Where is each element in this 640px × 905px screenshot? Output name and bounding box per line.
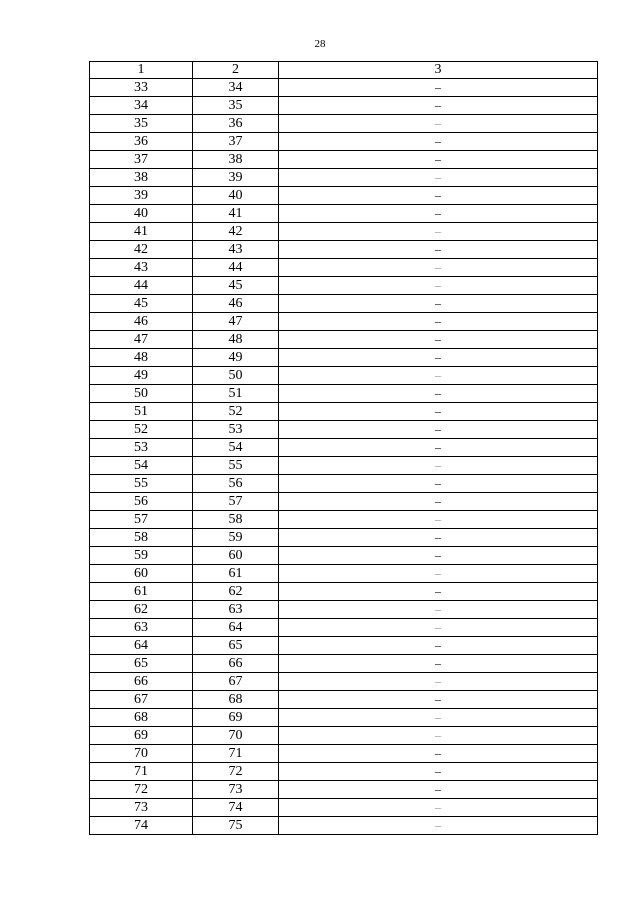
dash-value: – — [435, 548, 441, 562]
dash-value: – — [435, 368, 441, 382]
cell-col1: 42 — [90, 241, 193, 259]
table-row — [90, 241, 598, 259]
cell-col2: 47 — [193, 313, 279, 331]
table-row — [90, 421, 598, 439]
table-row — [90, 457, 598, 475]
cell-col2: 45 — [193, 277, 279, 295]
table-row — [90, 205, 598, 223]
dash-value: – — [435, 170, 441, 184]
cell-col2: 65 — [193, 637, 279, 655]
cell-col2: 39 — [193, 169, 279, 187]
dash-value: – — [435, 386, 441, 400]
cell-col3 — [279, 709, 598, 727]
cell-col3 — [279, 223, 598, 241]
cell-col2: 56 — [193, 475, 279, 493]
table-row — [90, 745, 598, 763]
cell-col3 — [279, 133, 598, 151]
cell-col2: 67 — [193, 673, 279, 691]
cell-col2: 42 — [193, 223, 279, 241]
cell-col1: 70 — [90, 745, 193, 763]
cell-col2: 62 — [193, 583, 279, 601]
table-row — [90, 637, 598, 655]
cell-col3 — [279, 439, 598, 457]
cell-col3 — [279, 187, 598, 205]
cell-col2: 55 — [193, 457, 279, 475]
cell-col3 — [279, 367, 598, 385]
dash-value: – — [435, 512, 441, 526]
cell-col2: 49 — [193, 349, 279, 367]
cell-col1: 71 — [90, 763, 193, 781]
table-row — [90, 169, 598, 187]
cell-col1: 33 — [90, 79, 193, 97]
cell-col1: 62 — [90, 601, 193, 619]
dash-value: – — [435, 656, 441, 670]
table-row — [90, 547, 598, 565]
cell-col1: 44 — [90, 277, 193, 295]
cell-col3 — [279, 97, 598, 115]
cell-col2: 53 — [193, 421, 279, 439]
dash-value: – — [435, 422, 441, 436]
table-row — [90, 511, 598, 529]
table-row — [90, 709, 598, 727]
table-row — [90, 529, 598, 547]
cell-col1: 35 — [90, 115, 193, 133]
dash-value: – — [435, 602, 441, 616]
cell-col2: 54 — [193, 439, 279, 457]
cell-col2: 74 — [193, 799, 279, 817]
cell-col2: 43 — [193, 241, 279, 259]
dash-value: – — [435, 314, 441, 328]
cell-col3 — [279, 511, 598, 529]
dash-value: – — [435, 638, 441, 652]
cell-col2: 48 — [193, 331, 279, 349]
table-body — [90, 79, 598, 835]
table-header-row — [90, 62, 598, 79]
cell-col1: 67 — [90, 691, 193, 709]
cell-col1: 48 — [90, 349, 193, 367]
table-row — [90, 781, 598, 799]
column-header-1: 1 — [90, 62, 193, 79]
table-row — [90, 367, 598, 385]
cell-col3 — [279, 673, 598, 691]
table-row — [90, 403, 598, 421]
dash-value: – — [435, 98, 441, 112]
cell-col3 — [279, 799, 598, 817]
table-row — [90, 565, 598, 583]
cell-col3 — [279, 403, 598, 421]
cell-col2: 59 — [193, 529, 279, 547]
cell-col1: 57 — [90, 511, 193, 529]
table-row — [90, 655, 598, 673]
dash-value: – — [435, 476, 441, 490]
cell-col2: 46 — [193, 295, 279, 313]
cell-col3 — [279, 655, 598, 673]
dash-value: – — [435, 440, 441, 454]
cell-col1: 41 — [90, 223, 193, 241]
table-row — [90, 493, 598, 511]
table-row — [90, 475, 598, 493]
cell-col3 — [279, 817, 598, 835]
cell-col2: 37 — [193, 133, 279, 151]
table-row — [90, 817, 598, 835]
cell-col2: 36 — [193, 115, 279, 133]
column-header-3: 3 — [279, 62, 598, 79]
cell-col1: 74 — [90, 817, 193, 835]
dash-value: – — [435, 530, 441, 544]
column-header-2: 2 — [193, 62, 279, 79]
table-row — [90, 313, 598, 331]
dash-value: – — [435, 188, 441, 202]
table-row — [90, 97, 598, 115]
dash-value: – — [435, 296, 441, 310]
dash-value: – — [435, 116, 441, 130]
table-row — [90, 187, 598, 205]
cell-col1: 59 — [90, 547, 193, 565]
cell-col2: 61 — [193, 565, 279, 583]
cell-col3 — [279, 727, 598, 745]
cell-col3 — [279, 313, 598, 331]
cell-col1: 51 — [90, 403, 193, 421]
cell-col3 — [279, 331, 598, 349]
table-row — [90, 277, 598, 295]
cell-col1: 37 — [90, 151, 193, 169]
table-row — [90, 151, 598, 169]
dash-value: – — [435, 260, 441, 274]
cell-col2: 35 — [193, 97, 279, 115]
cell-col1: 58 — [90, 529, 193, 547]
cell-col1: 72 — [90, 781, 193, 799]
dash-value: – — [435, 728, 441, 742]
cell-col1: 49 — [90, 367, 193, 385]
cell-col3 — [279, 205, 598, 223]
cell-col2: 50 — [193, 367, 279, 385]
cell-col2: 72 — [193, 763, 279, 781]
table-row — [90, 799, 598, 817]
cell-col3 — [279, 475, 598, 493]
cell-col3 — [279, 583, 598, 601]
dash-value: – — [435, 332, 441, 346]
table-row — [90, 331, 598, 349]
cell-col1: 63 — [90, 619, 193, 637]
dash-value: – — [435, 620, 441, 634]
cell-col1: 61 — [90, 583, 193, 601]
cell-col3 — [279, 745, 598, 763]
cell-col1: 43 — [90, 259, 193, 277]
cell-col3 — [279, 259, 598, 277]
cell-col2: 41 — [193, 205, 279, 223]
cell-col1: 53 — [90, 439, 193, 457]
cell-col2: 34 — [193, 79, 279, 97]
table-row — [90, 439, 598, 457]
cell-col1: 40 — [90, 205, 193, 223]
cell-col2: 63 — [193, 601, 279, 619]
dash-value: – — [435, 494, 441, 508]
dash-value: – — [435, 710, 441, 724]
dash-value: – — [435, 80, 441, 94]
dash-value: – — [435, 224, 441, 238]
cell-col3 — [279, 295, 598, 313]
dash-value: – — [435, 674, 441, 688]
dash-value: – — [435, 278, 441, 292]
cell-col2: 71 — [193, 745, 279, 763]
cell-col1: 34 — [90, 97, 193, 115]
cell-col1: 52 — [90, 421, 193, 439]
cell-col2: 52 — [193, 403, 279, 421]
cell-col2: 69 — [193, 709, 279, 727]
cell-col3 — [279, 241, 598, 259]
cell-col3 — [279, 637, 598, 655]
dash-value: – — [435, 800, 441, 814]
cell-col3 — [279, 277, 598, 295]
cell-col3 — [279, 619, 598, 637]
cell-col3 — [279, 547, 598, 565]
table-row — [90, 727, 598, 745]
cell-col1: 38 — [90, 169, 193, 187]
cell-col1: 45 — [90, 295, 193, 313]
table-row — [90, 259, 598, 277]
table-row — [90, 223, 598, 241]
dash-value: – — [435, 782, 441, 796]
cell-col3 — [279, 763, 598, 781]
cell-col2: 51 — [193, 385, 279, 403]
cell-col3 — [279, 493, 598, 511]
dash-value: – — [435, 584, 441, 598]
cell-col2: 60 — [193, 547, 279, 565]
cell-col1: 65 — [90, 655, 193, 673]
cell-col1: 66 — [90, 673, 193, 691]
cell-col1: 54 — [90, 457, 193, 475]
cell-col3 — [279, 115, 598, 133]
page-number: 28 — [314, 38, 326, 50]
cell-col1: 50 — [90, 385, 193, 403]
cell-col3 — [279, 691, 598, 709]
cell-col1: 56 — [90, 493, 193, 511]
table-row — [90, 133, 598, 151]
cell-col2: 64 — [193, 619, 279, 637]
dash-value: – — [435, 566, 441, 580]
cell-col2: 70 — [193, 727, 279, 745]
dash-value: – — [435, 818, 441, 832]
cell-col1: 36 — [90, 133, 193, 151]
cell-col3 — [279, 79, 598, 97]
table-row — [90, 619, 598, 637]
dash-value: – — [435, 206, 441, 220]
table-row — [90, 691, 598, 709]
cell-col3 — [279, 565, 598, 583]
cell-col2: 58 — [193, 511, 279, 529]
cell-col2: 40 — [193, 187, 279, 205]
dash-value: – — [435, 242, 441, 256]
cell-col1: 60 — [90, 565, 193, 583]
table-row — [90, 79, 598, 97]
cell-col1: 69 — [90, 727, 193, 745]
cell-col3 — [279, 169, 598, 187]
cell-col2: 66 — [193, 655, 279, 673]
table-row — [90, 115, 598, 133]
cell-col2: 75 — [193, 817, 279, 835]
cell-col2: 73 — [193, 781, 279, 799]
dash-value: – — [435, 764, 441, 778]
cell-col3 — [279, 385, 598, 403]
table-row — [90, 385, 598, 403]
dash-value: – — [435, 350, 441, 364]
cell-col1: 39 — [90, 187, 193, 205]
table-row — [90, 349, 598, 367]
dash-value: – — [435, 134, 441, 148]
table-row — [90, 601, 598, 619]
dash-value: – — [435, 458, 441, 472]
dash-value: – — [435, 404, 441, 418]
cell-col2: 44 — [193, 259, 279, 277]
cell-col3 — [279, 529, 598, 547]
dash-value: – — [435, 746, 441, 760]
data-table — [89, 61, 598, 835]
cell-col2: 38 — [193, 151, 279, 169]
table-row — [90, 673, 598, 691]
cell-col3 — [279, 601, 598, 619]
cell-col1: 47 — [90, 331, 193, 349]
table-row — [90, 763, 598, 781]
table-row — [90, 295, 598, 313]
cell-col1: 68 — [90, 709, 193, 727]
cell-col3 — [279, 781, 598, 799]
cell-col3 — [279, 457, 598, 475]
cell-col3 — [279, 349, 598, 367]
table-row — [90, 583, 598, 601]
cell-col3 — [279, 151, 598, 169]
cell-col2: 68 — [193, 691, 279, 709]
cell-col1: 55 — [90, 475, 193, 493]
dash-value: – — [435, 152, 441, 166]
cell-col2: 57 — [193, 493, 279, 511]
cell-col3 — [279, 421, 598, 439]
cell-col1: 46 — [90, 313, 193, 331]
dash-value: – — [435, 692, 441, 706]
cell-col1: 73 — [90, 799, 193, 817]
cell-col1: 64 — [90, 637, 193, 655]
